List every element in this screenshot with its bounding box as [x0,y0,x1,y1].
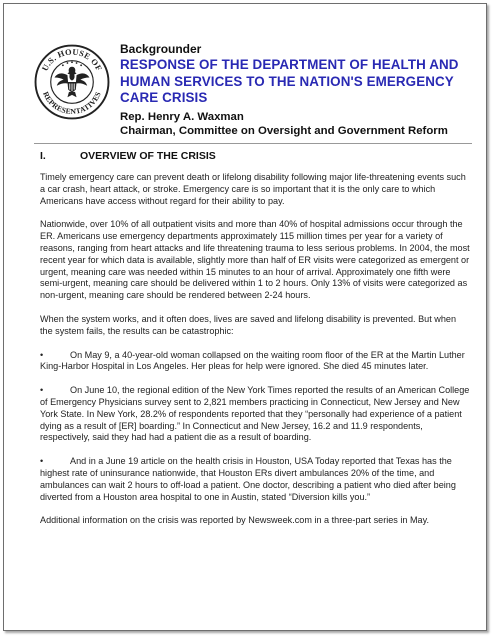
seal-top-text: U.S. HOUSE OF [40,47,104,73]
bullet-item [40,350,470,374]
section-title: OVERVIEW OF THE CRISIS [80,150,216,162]
paragraph: Timely emergency care can prevent death or lifelong disability following major life-threatening events such a car crash, heart attack, or stroke. Emergency care is so important that it is the only care to which Americans have access without regard for their ability to pay. [40,172,466,206]
bullet-marker: • [40,456,44,467]
author-role: Chairman, Committee on Oversight and Government Reform [120,124,448,137]
paragraph: When the system works, and it often does, lives are saved and lifelong disability is prevented. But when the system fails, the results can be catastrophic: [40,313,457,336]
bullet-marker: • [40,385,44,396]
section-number: I. [40,150,46,162]
document-page [3,3,487,631]
header-divider [34,143,472,144]
bullet-text: On May 9, a 40-year-old woman collapsed on the waiting room floor of the ER at the Martin Luther King-Harbor Hospital in Los Angeles. Her pleas for help were ignored. She died 45 minutes later. [40,349,465,372]
bullet-marker: • [40,349,44,360]
bullet-text: On June 10, the regional edition of the New York Times reported the results of an American College of Emergency Physicians survey sent to 2,821 members practicing in Connecticut, New Jersey and New York State. In New York, 28.2% of respondents reported that they “personally had experience of a patient dying as a result of [ER] boarding.” In Connecticut and New Jersey, 16.2 and 11.9 respondents, respectively, said they had had a patient die as a result of boarding. [40,385,470,443]
seal-bottom-text: REPRESENTATIVES [41,90,103,117]
backgrounder-label: Backgrounder [120,42,202,56]
title-line: RESPONSE OF THE DEPARTMENT OF HEALTH AND [120,57,459,72]
document-title [120,57,475,107]
section-heading [40,150,216,162]
author-name: Rep. Henry A. Waxman [120,110,244,123]
title-line: HUMAN SERVICES TO THE NATION'S EMERGENCY [120,73,454,89]
header [120,42,475,138]
paragraph: Nationwide, over 10% of all outpatient visits and more than 40% of hospital admissions occur through the ER. Americans use emergency departments approximately 115 million times per year for a variety of reasons, ranging from heart attacks and life threatening trauma to less serious problems. In 2004, the most recent year for which data is available, slightly more than half of ER visits were categorized as emergent or urgent, meaning care was needed within 15 minutes to an hour of arrival. Approximately one fifth were semi-urgent, meaning care should be delivered within 1 to 2 hours. Only 13% of visits were categorized as non-urgent, meaning care should be rendered between 2-24 hours. [40,219,470,301]
bullet-item [40,385,470,444]
bullet-text: And in a June 19 article on the health crisis in Houston, USA Today reported that Texas has the highest rate of uninsurance nationwide, that Houston ERs divert ambulances 20% of the time, and ambulances can wait 2 hours to off-load a patient. One doctor, describing a patient who died after being diverted from a Houston area hospital to one in Austin, stated “Diversion kills you.” [40,456,456,502]
title-line: CARE CRISIS [120,90,208,105]
closing-paragraph: Additional information on the crisis was reported by Newsweek.com in a three-part series in May. [40,515,430,526]
document-body [40,172,470,539]
bullet-item [40,456,470,503]
house-seal-icon [34,44,110,120]
